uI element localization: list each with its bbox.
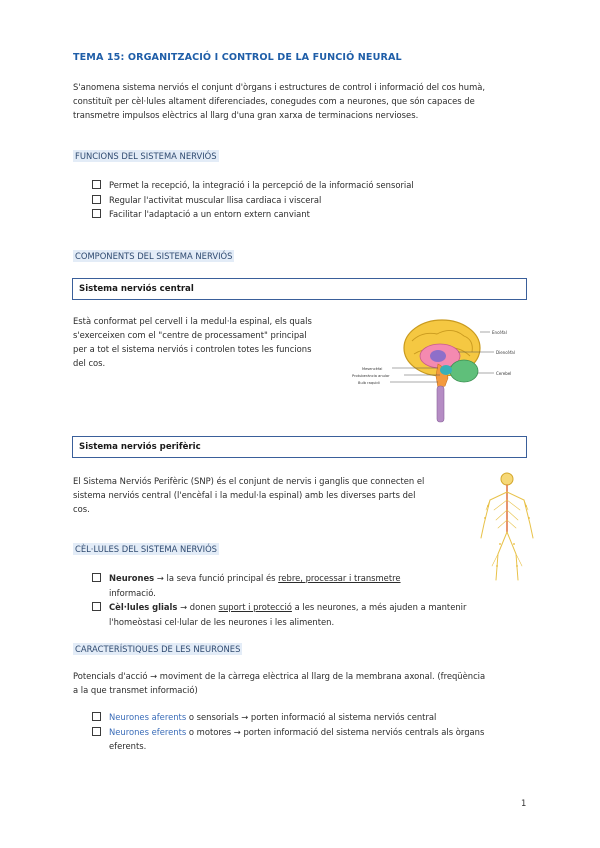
glials-text: → donen [177,602,219,612]
eferents-line2: eferents. [109,741,147,751]
label-bulb: Bulb raquidi [358,381,380,385]
checklist-item-glials [92,600,532,629]
snc-paragraph [73,314,312,370]
neurones-line2: informació. [109,587,156,598]
checklist-item-label: Regular l'activitat muscular llisa cardiaca i visceral [109,194,322,205]
snc-line: del cos. [73,358,106,368]
aferents-text: o sensorials → porten informació al sistema nerviós central [186,712,437,722]
checkbox[interactable] [92,727,101,736]
intro-paragraph [73,80,485,122]
term-eferents: Neurones eferents [109,726,187,737]
checklist-item [92,178,414,193]
checkbox[interactable] [92,712,101,721]
checkbox[interactable] [92,573,101,582]
checklist-item-label: Permet la recepció, la integració i la percepció de la informació sensorial [109,180,414,190]
document-title: TEMA 15: ORGANITZACIÓ I CONTROL DE LA FUNCIÓ NEURAL [73,52,402,63]
section-heading-components: COMPONENTS DEL SISTEMA NERVIÓS [75,251,233,261]
snp-line: El Sistema Nerviós Perifèric (SNP) és el conjunt de nervis i ganglis que connecten el [73,476,425,486]
checklist-item-eferents [92,725,532,754]
snc-line: per a tot el sistema nerviós i controlen totes les funcions [73,344,312,354]
checklist-item [92,193,414,208]
intro-line: constituït per cèl·lules altament diferenciades, conegudes com a neurones, que són capaces de [73,96,475,106]
brain-thalamus [430,350,446,362]
intro-line: transmetre impulsos elèctrics al llarg d'una gran xarxa de terminacions nervioses. [73,110,419,120]
snp-line: sistema nerviós central (l'encèfal i la medul·la espinal) amb les diverses parts del [73,490,416,500]
brain-illustration [352,316,530,426]
label-cerebel: Cerebel [496,371,512,376]
neurones-text: → la seva funció principal és [154,573,279,583]
checklist-item-neurones [92,571,532,600]
eferents-text: o motores → porten informació del sistema nerviós centrals als òrgans [186,726,485,737]
funcions-checklist [92,178,414,222]
term-glials: Cèl·lules glials [109,602,178,612]
snp-line: cos. [73,504,90,514]
checklist-item [92,207,414,222]
page-number: 1 [521,798,527,808]
term-aferents: Neurones aferents [109,712,187,722]
brain-cerebellum [450,360,478,382]
snp-paragraph [73,474,424,516]
intro-line: S'anomena sistema nerviós el conjunt d'òrgans i estructures de control i informació del cos humà, [73,82,486,92]
caracteristiques-line: Potencials d'acció → moviment de la càrrega elèctrica al llarg de la membrana axonal. (freqüència [73,671,486,681]
label-mesencefal: Mesencèfal [362,367,383,371]
label-encefal: Encèfal [492,330,507,335]
brain-pons [440,365,452,375]
checkbox[interactable] [92,195,101,204]
glials-underlined: suport i protecció [218,602,292,612]
neurones-underlined: rebre, processar i transmetre [278,573,401,583]
snc-line: Està conformat pel cervell i la medul·la espinal, els quals [73,316,312,326]
checkbox[interactable] [92,602,101,611]
caracteristiques-paragraph [73,669,485,697]
cellules-checklist [92,571,532,629]
subheading-box-snc: Sistema nerviós central [72,278,527,300]
checklist-item-aferents [92,710,532,725]
snc-line: s'exerceixen com el "centre de processament" principal [73,330,307,340]
glials-rest: a les neurones, a més ajuden a mantenir [291,602,467,612]
label-protuberancia: Protuberància anular [352,374,390,378]
section-heading-cellules: CÈL·LULES DEL SISTEMA NERVIÓS [75,544,218,554]
term-neurones: Neurones [109,573,155,583]
label-diencefal: Diencèfal [496,350,515,355]
checkbox[interactable] [92,209,101,218]
checkbox[interactable] [92,180,101,189]
section-heading-funcions: FUNCIONS DEL SISTEMA NERVIÓS [75,151,217,161]
caracteristiques-line: a la que transmet informació) [73,685,198,695]
section-heading-caracteristiques: CARACTERÍSTIQUES DE LES NEURONES [75,644,241,654]
nervous-system-figure [476,470,538,584]
glials-line2: l'homeòstasi cel·lular de les neurones i les alimenten. [109,616,335,627]
spinal-cord [437,386,444,422]
subheading-box-snp: Sistema nerviós perifèric [72,436,527,458]
checklist-item-label: Facilitar l'adaptació a un entorn extern canviant [109,209,310,219]
neurones-types-checklist [92,710,532,754]
